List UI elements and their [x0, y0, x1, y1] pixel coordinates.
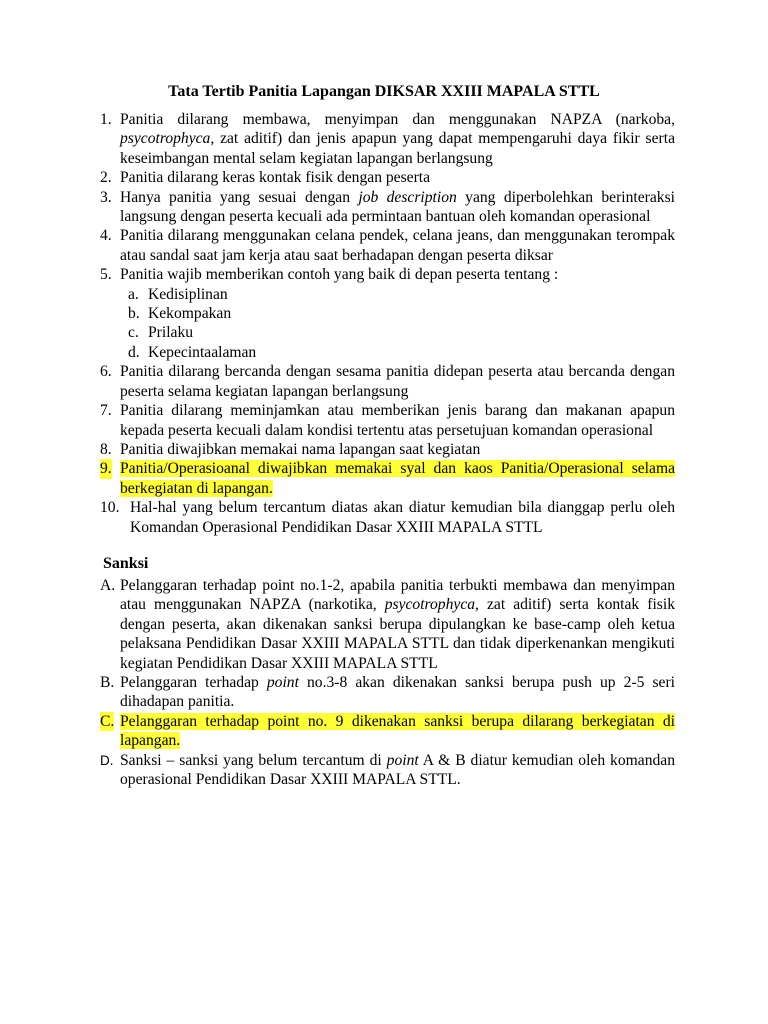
sanksi-heading: Sanksi: [103, 555, 149, 572]
subitem-text: Prilaku: [148, 324, 194, 342]
rule-text: Panitia dilarang menggunakan celana pendek, celana jeans, dan menggunakan terompak atau sandal saat jam kerja atau saat berhadapan dengan peserta diksar: [120, 227, 675, 264]
rule-text-after: yang diperbolehkan berinteraksi langsung dengan peserta kecuali ada permintaan bantuan oleh komandan operasional: [120, 188, 675, 226]
sanksi-text: Pelanggaran terhadap: [120, 674, 267, 692]
sanksi-text-after: no.3-8 akan dikenakan sanksi berupa push up 2-5 seri dihadapan panitia.: [120, 674, 676, 711]
sanksi-item-b: [100, 673, 675, 712]
rule-text: Panitia dilarang bercanda dengan sesama panitia didepan peserta atau bercanda dengan peserta selama kegiatan lapangan berlangsung: [120, 363, 675, 400]
rule-item-10: [100, 498, 675, 537]
sanksi-text-highlighted: Pelanggaran terhadap point no. 9 dikenakan sanksi berupa dilarang berkegiatan di lapangan.: [120, 712, 675, 750]
rule-item-7: [100, 401, 675, 440]
sanksi-list: [100, 576, 675, 789]
sanksi-item-c: [100, 712, 675, 751]
rule-text-highlighted: Panitia/Operasioanal diwajibkan memakai syal dan kaos Panitia/Operasional selama berkegiatan di lapangan.: [120, 460, 675, 497]
rule-item-1: [100, 110, 675, 168]
rule-item-2: [100, 168, 675, 187]
subitem-text: Kedisiplinan: [148, 285, 228, 303]
sanksi-text: Sanksi – sanksi yang belum tercantum di: [120, 751, 387, 769]
sanksi-italic-term: point: [266, 674, 299, 692]
rule-5-subitem-a: [100, 285, 675, 304]
rule-number: 7.: [100, 402, 112, 420]
rule-item-9: [100, 459, 675, 498]
sanksi-text: Pelanggaran terhadap point no.1-2, apabila panitia terbukti membawa dan menyimpan atau menggunakan NAPZA (narkotika,: [120, 577, 675, 614]
sanksi-letter: A.: [100, 577, 116, 594]
sanksi-letter: D.: [100, 752, 114, 768]
subitem-letter: c.: [128, 324, 139, 342]
rule-5-subitem-c: [100, 323, 675, 342]
sanksi-letter: C.: [100, 712, 115, 730]
rule-item-4: [100, 226, 675, 265]
rule-text: Panitia dilarang keras kontak fisik dengan peserta: [120, 169, 431, 187]
rule-italic-term: psycotrophyca: [120, 130, 211, 148]
rule-item-3: [100, 188, 675, 227]
rule-number: 1.: [100, 111, 112, 128]
sanksi-text-after: , zat aditif) serta kontak fisik dengan peserta, akan dikenakan sanksi berupa dipulangkan ke base-camp oleh ketua pelaksana Pendidikan Dasar XXIII MAPALA STTL dan tidak diperkenankan mengikuti kegiatan Pendidikan Dasar XXIII MAPALA STTL: [120, 596, 675, 672]
rule-text: Panitia dilarang membawa, menyimpan dan menggunakan NAPZA (narkoba,: [120, 111, 675, 128]
sanksi-item-a: [100, 576, 675, 673]
rule-item-8: [100, 440, 675, 459]
rule-item-6: [100, 362, 675, 401]
rule-text-after: , zat aditif) dan jenis apapun yang dapat mempengaruhi daya fikir serta keseimbangan mental selam kegiatan lapangan berlangsung: [120, 130, 675, 167]
rule-text: Panitia dilarang meminjamkan atau memberikan jenis barang dan makanan apapun kepada peserta kecuali dalam kondisi tertentu atas persetujuan komandan operasional: [120, 402, 675, 439]
rule-number: 10.: [100, 499, 120, 517]
document-title: Tata Tertib Panitia Lapangan DIKSAR XXIII MAPALA STTL: [168, 83, 600, 100]
rule-text: Panitia wajib memberikan contoh yang baik di depan peserta tentang :: [120, 266, 559, 284]
sanksi-italic-term: psycotrophyca: [384, 596, 476, 614]
subitem-text: Kepecintaalaman: [148, 343, 257, 361]
rule-item-5: [100, 265, 675, 284]
sanksi-item-d: [100, 751, 675, 790]
rule-number: 4.: [100, 227, 112, 245]
rule-text: Hanya panitia yang sesuai dengan: [120, 188, 359, 206]
rule-5-subitem-b: [100, 304, 675, 323]
rule-number: 2.: [100, 169, 112, 187]
sanksi-text-after: A & B diatur kemudian oleh komandan operasional Pendidikan Dasar XXIII MAPALA STTL.: [120, 751, 676, 789]
sanksi-italic-term: point: [386, 751, 419, 769]
sanksi-letter: B.: [100, 674, 115, 692]
rule-number: 3.: [100, 188, 112, 206]
rules-list: [100, 110, 675, 537]
rule-5-subitem-d: [100, 343, 675, 362]
subitem-letter: b.: [128, 305, 140, 323]
rule-number: 5.: [100, 266, 112, 284]
rule-number: 6.: [100, 363, 112, 381]
rule-number: 8.: [100, 440, 112, 458]
subitem-letter: a.: [128, 285, 139, 303]
subitem-letter: d.: [128, 343, 140, 361]
rule-text: Hal-hal yang belum tercantum diatas akan diatur kemudian bila dianggap perlu oleh Komandan Operasional Pendidikan Dasar XXIII MAPALA STTL: [130, 499, 675, 536]
rule-text: Panitia diwajibkan memakai nama lapangan saat kegiatan: [120, 440, 481, 458]
rule-italic-term: job description: [358, 188, 457, 206]
rule-number: 9.: [100, 460, 112, 478]
subitem-text: Kekompakan: [148, 305, 232, 323]
